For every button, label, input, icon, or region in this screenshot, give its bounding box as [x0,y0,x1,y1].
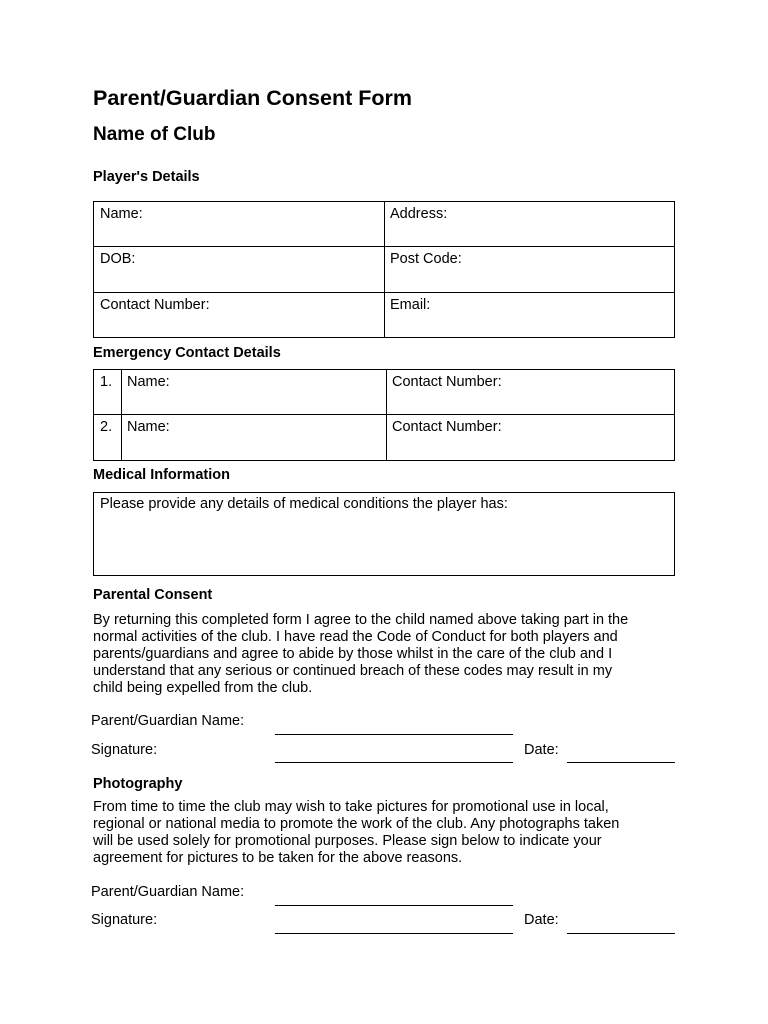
consent-signature-label: Signature: [91,742,158,758]
photo-guardian-name-label: Parent/Guardian Name: [91,884,245,900]
form-title: Parent/Guardian Consent Form [93,86,412,110]
players-details-heading: Player's Details [93,169,200,185]
player-name-field[interactable]: Name: [100,206,143,222]
player-postcode-field[interactable]: Post Code: [390,251,462,267]
consent-guardian-name-line[interactable] [275,734,513,735]
consent-date-line[interactable] [567,762,675,763]
medical-info-box[interactable] [93,492,675,576]
parental-consent-heading: Parental Consent [93,587,213,603]
photography-heading: Photography [93,776,183,792]
table-divider [94,246,674,247]
photo-date-label: Date: [524,912,559,928]
player-contact-number-field[interactable]: Contact Number: [100,297,210,313]
emergency-contact-field-1[interactable]: Contact Number: [392,374,502,390]
table-divider [384,202,385,337]
table-divider [121,370,122,460]
emergency-contact-table [93,369,675,461]
emergency-name-field-1[interactable]: Name: [127,374,170,390]
consent-date-label: Date: [524,742,559,758]
photo-guardian-name-line[interactable] [275,905,513,906]
table-divider [94,292,674,293]
table-divider [94,414,674,415]
emergency-row-number: 2. [100,419,113,435]
player-dob-field[interactable]: DOB: [100,251,136,267]
medical-info-heading: Medical Information [93,467,230,483]
photo-signature-line[interactable] [275,933,513,934]
emergency-contact-field-2[interactable]: Contact Number: [392,419,502,435]
table-divider [386,370,387,460]
consent-guardian-name-label: Parent/Guardian Name: [91,713,245,729]
player-email-field[interactable]: Email: [390,297,431,313]
emergency-contact-heading: Emergency Contact Details [93,345,281,361]
photo-signature-label: Signature: [91,912,158,928]
players-details-table [93,201,675,338]
club-name-heading: Name of Club [93,124,216,145]
consent-signature-line[interactable] [275,762,513,763]
photography-text: From time to time the club may wish to take pictures for promotional use in local, regional or national media to promote the work of the club. Any photographs taken will be used solely for promotional purposes. Please sign below to indicate your agreement for pictures to be taken for the above reasons. [93,799,620,866]
emergency-name-field-2[interactable]: Name: [127,419,170,435]
player-address-field[interactable]: Address: [390,206,448,222]
photo-date-line[interactable] [567,933,675,934]
medical-info-prompt: Please provide any details of medical conditions the player has: [100,496,508,512]
emergency-row-number: 1. [100,374,113,390]
parental-consent-text: By returning this completed form I agree to the child named above taking part in the normal activities of the club. I have read the Code of Conduct for both players and parents/guardians and agree to abide by those whilst in the care of the club and I understand that any serious or continued breach of these codes may result in my child being expelled from the club. [93,612,629,696]
